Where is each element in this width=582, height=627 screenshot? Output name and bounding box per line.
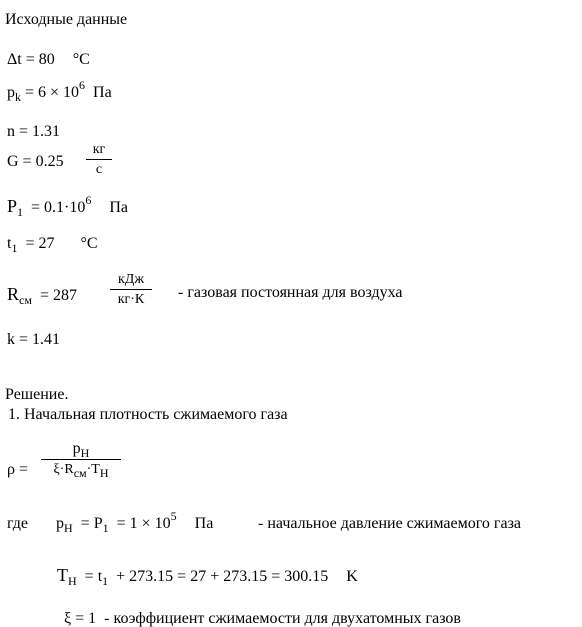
formula-P1	[7, 193, 129, 219]
step-1-title: 1. Начальная плотность сжимаемого газа	[8, 406, 288, 423]
formula-delta-t	[7, 52, 90, 68]
TH-eq1: = t	[84, 568, 103, 585]
Rcm-unit-denominator: кг·К	[117, 292, 145, 307]
Rcm-symbol: R	[7, 284, 20, 304]
where-label: где	[7, 515, 29, 532]
TH-t1-subscript: 1	[102, 574, 109, 588]
rho-fraction	[41, 440, 121, 480]
G-unit-denominator: с	[95, 162, 103, 177]
formula-TH	[57, 565, 358, 588]
fraction-bar	[86, 159, 112, 160]
Rcm-unit-numerator: кДж	[117, 272, 145, 287]
Rcm-unit-fraction	[110, 273, 152, 307]
rho-denominator: ξ·Rсм·TН	[53, 462, 109, 480]
delta-t-value: = 80	[25, 51, 55, 68]
pH-unit: Па	[194, 515, 214, 532]
TH-eq2: + 273.15 = 27 + 273.15 = 300.15	[116, 568, 329, 585]
formula-pH	[56, 509, 214, 535]
pH-eq1: = P	[80, 515, 103, 532]
pk-unit: Па	[93, 84, 112, 101]
formula-k: k = 1.41	[7, 331, 61, 348]
pH-symbol: p	[56, 515, 64, 532]
heading: Исходные данные	[5, 11, 128, 28]
G-unit-numerator: кг	[92, 142, 106, 157]
P1-exponent: 6	[85, 193, 92, 207]
pk-subscript: k	[15, 90, 21, 104]
formula-t1	[7, 235, 98, 255]
P1-subscript: 1	[17, 205, 24, 219]
pH-subscript: Н	[64, 521, 73, 535]
formula-pk	[7, 78, 112, 104]
pH-P1-subscript: 1	[102, 521, 109, 535]
formula-Rcm	[7, 284, 77, 307]
formula-xi	[64, 611, 461, 627]
TH-symbol: T	[57, 565, 68, 585]
rho-lhs: ρ =	[7, 461, 29, 478]
pH-exponent: 5	[170, 509, 177, 523]
t1-unit: °C	[80, 235, 98, 252]
G-unit-fraction	[86, 143, 112, 177]
t1-symbol: t	[7, 235, 12, 252]
formula-G: G = 0.25	[7, 153, 64, 170]
fraction-bar	[110, 289, 152, 290]
rho-numerator: $p_Н$	[72, 440, 90, 460]
pH-eq2: = 1 × 10	[116, 515, 171, 532]
xi-comment: - коэффициент сжимаемости для двухатомных газов	[104, 610, 461, 627]
TH-subscript: Н	[68, 574, 77, 588]
TH-unit: K	[346, 568, 358, 585]
delta-t-symbol: Δt	[7, 51, 22, 68]
xi-value: ξ = 1	[64, 610, 97, 627]
delta-t-unit: °C	[72, 51, 90, 68]
formula-n: n = 1.31	[7, 123, 61, 140]
Rcm-subscript: см	[19, 293, 32, 307]
Rcm-comment: - газовая постоянная для воздуха	[178, 284, 403, 301]
t1-value: = 27	[25, 235, 55, 252]
P1-symbol: P	[7, 196, 18, 216]
pk-symbol: p	[7, 84, 15, 101]
solution-heading: Решение.	[5, 386, 69, 403]
pk-value: = 6 × 10	[25, 84, 80, 101]
Rcm-value: = 287	[39, 287, 77, 304]
P1-unit: Па	[109, 199, 129, 216]
pH-comment: - начальное давление сжимаемого газа	[258, 515, 521, 532]
pk-exponent: 6	[79, 78, 86, 92]
t1-subscript: 1	[11, 241, 18, 255]
P1-value: = 0.1·10	[31, 199, 86, 216]
